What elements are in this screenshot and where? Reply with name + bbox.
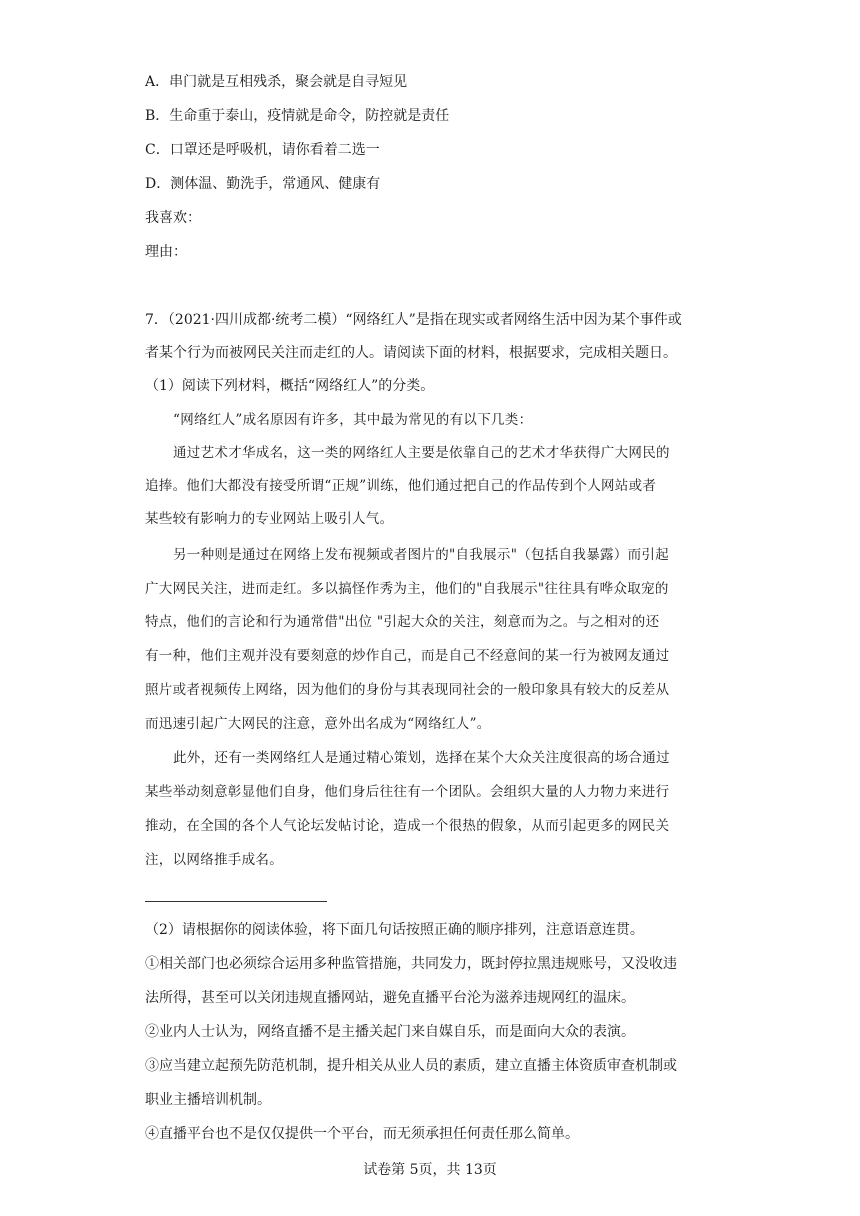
option-d: D．测体温、勤洗手，常通风、健康有 xyxy=(145,176,381,192)
option-b: B．生命重于泰山，疫情就是命令，防控就是责任 xyxy=(145,108,450,124)
answer-blank-line xyxy=(145,901,327,902)
question-7-intro-line: 7．（2021·四川成都·统考二模）“网络红人”是指在现实或者网络生活中因为某个事件或 xyxy=(145,312,682,328)
sentence-line: ③应当建立起预先防范机制，提升相关从业人员的素质，建立直播主体资质审查机制或 xyxy=(145,1058,677,1074)
page-footer: 试卷第 5页，共 13页 xyxy=(363,1162,497,1178)
sentence-line: ④直播平台也不是仅仅提供一个平台，而无须承担任何责任那么简单。 xyxy=(145,1126,579,1142)
passage-line: 某些较有影响力的专业网站上吸引人气。 xyxy=(145,511,394,527)
sub-question-2: （2）请根据你的阅读体验，将下面几句话按照正确的顺序排列，注意语意连贯。 xyxy=(145,922,644,938)
passage-line: 照片或者视频传上网络，因为他们的身份与其表现同社会的一般印象具有较大的反差从 xyxy=(145,682,670,698)
passage-line: 特点，他们的言论和行为通常借"出位 "引起大众的关注，刻意而为之。与之相对的还 xyxy=(145,614,660,630)
option-c: C．口罩还是呼吸机，请你看着二选一 xyxy=(145,142,380,158)
passage-line: 有一种，他们主观并没有要刻意的炒作自己，而是自己不经意间的某一行为被网友通过 xyxy=(145,648,670,664)
sentence-line: 职业主播培训机制。 xyxy=(145,1092,271,1108)
passage-line: 注，以网络推手成名。 xyxy=(145,852,283,868)
passage-line: 某些举动刻意彰显他们自身，他们身后往往有一个团队。会组织大量的人力物力来进行 xyxy=(145,784,670,800)
like-label: 我喜欢： xyxy=(145,210,201,226)
option-a: A．串门就是互相残杀，聚会就是自寻短见 xyxy=(145,74,408,90)
passage-line: 此外，还有一类网络红人是通过精心策划，选择在某个大众关注度很高的场合通过 xyxy=(173,750,670,766)
passage-line: 通过艺术才华成名，这一类的网络红人主要是依靠自己的艺术才华获得广大网民的 xyxy=(173,445,670,461)
passage-line: 追捧。他们大都没有接受所谓“正规”训练，他们通过把自己的作品传到个人网站或者 xyxy=(145,478,657,494)
passage-line: 另一种则是通过在网络上发布视频或者图片的"自我展示"（包括自我暴露）而引起 xyxy=(173,547,670,563)
passage-line: 而迅速引起广大网民的注意，意外出名成为“网络红人”。 xyxy=(145,716,491,732)
passage-line: 推动，在全国的各个人气论坛发帖讨论，造成一个很热的假象，从而引起更多的网民关 xyxy=(145,818,670,834)
passage-line: 广大网民关注，进而走红。多以搞怪作秀为主，他们的"自我展示"往往具有哗众取宠的 xyxy=(145,581,669,597)
reason-label: 理由： xyxy=(145,244,187,260)
sentence-line: ②业内人士认为，网络直播不是主播关起门来自媒自乐，而是面向大众的表演。 xyxy=(145,1024,635,1040)
passage-line: “网络红人”成名原因有许多，其中最为常见的有以下几类： xyxy=(173,412,533,428)
sub-question-1: （1）阅读下列材料，概括“网络红人”的分类。 xyxy=(145,378,435,394)
sentence-line: ①相关部门也必须综合运用多种监管措施，共同发力，既封停拉黑违规账号，又没收违 xyxy=(145,956,677,972)
question-7-intro-line: 者某个行为而被网民关注而走红的人。请阅读下面的材料，根据要求，完成相关题日。 xyxy=(145,345,677,361)
sentence-line: 法所得，甚至可以关闭违规直播网站，避免直播平台沦为滋养违规网红的温床。 xyxy=(145,990,635,1006)
